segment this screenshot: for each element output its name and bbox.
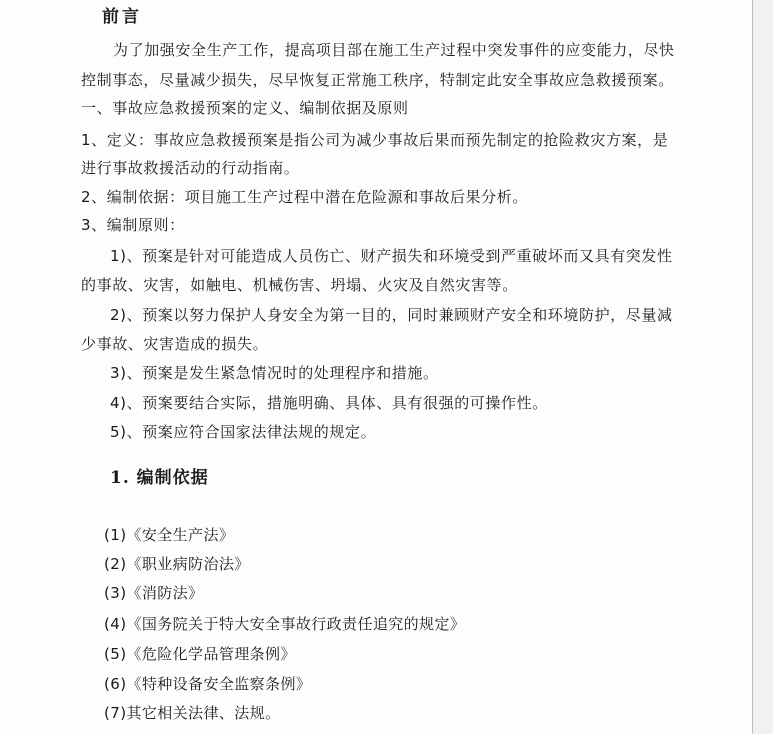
preface-title: 前言: [102, 7, 142, 27]
reference-item: (5)《危险化学品管理条例》: [104, 645, 296, 663]
reference-item: (6)《特种设备安全监察条例》: [104, 675, 312, 693]
preface-paragraph-line: 为了加强安全生产工作，提高项目部在施工生产过程中突发事件的应变能力，尽快: [113, 41, 675, 59]
principle-item: 4)、预案要结合实际，措施明确、具体、具有很强的可操作性。: [110, 394, 548, 412]
basis-line: 2、编制依据：项目施工生产过程中潜在危险源和事故后果分析。: [81, 188, 528, 206]
section-heading-basis: 1. 编制依据: [110, 468, 209, 488]
principle-heading: 3、编制原则：: [81, 216, 185, 234]
principle-item: 的事故、灾害，如触电、机械伤害、坍塌、火灾及自然灾害等。: [81, 276, 518, 294]
reference-item: (2)《职业病防治法》: [104, 555, 250, 573]
reference-item: (1)《安全生产法》: [104, 526, 235, 544]
reference-item: (4)《国务院关于特大安全事故行政责任追究的规定》: [104, 615, 466, 633]
reference-item: (7)其它相关法律、法规。: [104, 704, 281, 722]
definition-line: 进行事故救援活动的行动指南。: [81, 159, 300, 177]
principle-item: 1)、预案是针对可能造成人员伤亡、财产损失和环境受到严重破坏而又具有突发性: [110, 247, 673, 265]
principle-item: 少事故、灾害造成的损失。: [81, 335, 269, 353]
definition-line: 1、定义：事故应急救援预案是指公司为减少事故后果而预先制定的抢险救灾方案，是: [81, 131, 669, 149]
principle-item: 5)、预案应符合国家法律法规的规定。: [110, 423, 377, 441]
reference-item: (3)《消防法》: [104, 584, 204, 602]
section-heading: 一、事故应急救援预案的定义、编制依据及原则: [81, 99, 409, 117]
principle-item: 2)、预案以努力保护人身安全为第一目的，同时兼顾财产安全和环境防护，尽量减: [110, 306, 673, 324]
page-margin-shade: [753, 0, 773, 734]
preface-paragraph-line: 控制事态，尽量减少损失，尽早恢复正常施工秩序，特制定此安全事故应急救援预案。: [81, 71, 674, 89]
principle-item: 3)、预案是发生紧急情况时的处理程序和措施。: [110, 364, 439, 382]
